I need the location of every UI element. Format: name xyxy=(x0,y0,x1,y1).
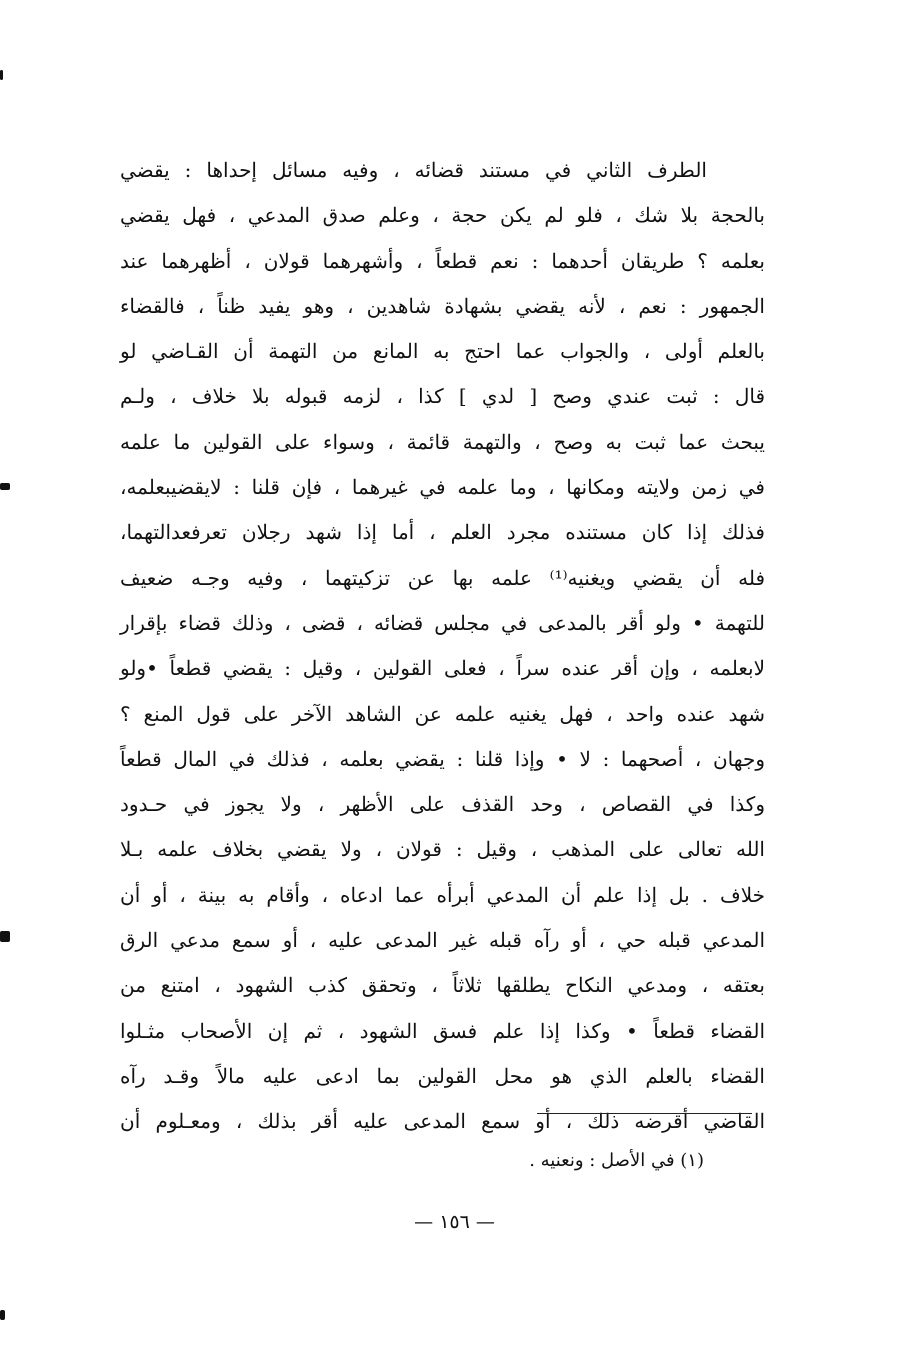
body-line: بعتقه ، ومدعي النكاح يطلقها ثلاثاً ، وتحقق كذب الشهود ، امتنع من xyxy=(120,973,765,998)
page-number: — ١٥٦ — xyxy=(414,1211,495,1233)
body-line: في زمن ولايته ومكانها ، وما علمه في غيرهما ، فإن قلنا : لايقضيبعلمه، xyxy=(120,475,765,500)
body-line: يبحث عما ثبت به وصح ، والتهمة قائمة ، وسواء على القولين ما علمه xyxy=(120,429,765,454)
footnote-divider xyxy=(537,1113,752,1114)
body-line: للتهمة • ولو أقر بالمدعى في مجلس قضائه ، قضى ، وذلك قضاء بإقرار xyxy=(120,610,765,635)
body-line: المدعي قبله حي ، أو رآه قبله غير المدعى عليه ، أو سمع مدعي الرق xyxy=(120,928,765,953)
body-line: قال : ثبت عندي وصح [ لدي ] كذا ، لزمه قبوله بلا خلاف ، ولـم xyxy=(120,384,765,409)
body-line: الجمهور : نعم ، لأنه يقضي بشهادة شاهدين ، وهو يفيد ظناً ، فالقضاء xyxy=(120,293,765,318)
scan-edge-mark xyxy=(0,931,10,942)
body-line: بالعلم أولى ، والجواب عما احتج به المانع من التهمة أن القـاضي لو xyxy=(120,339,765,364)
body-line: فذلك إذا كان مستنده مجرد العلم ، أما إذا شهد رجلان تعرفعدالتهما، xyxy=(120,520,765,545)
body-line: القاضي أقرضه ذلك ، أو سمع المدعى عليه أقر بذلك ، ومعـلوم أن xyxy=(120,1109,765,1134)
body-line: وكذا في القصاص ، وحد القذف على الأظهر ، ولا يجوز في حـدود xyxy=(120,792,765,817)
body-line: القضاء بالعلم الذي هو محل القولين بما ادعى عليه مالاً وقـد رآه xyxy=(120,1063,765,1088)
body-line: وجهان ، أصحهما : لا • وإذا قلنا : يقضي بعلمه ، فذلك في المال قطعاً xyxy=(120,746,765,771)
body-line: فله أن يقضي ويغنيه⁽¹⁾ علمه بها عن تزكيتهما ، وفيه وجـه ضعيف xyxy=(120,565,766,590)
scan-edge-mark xyxy=(0,483,10,490)
body-line: بعلمه ؟ طريقان أحدهما : نعم قطعاً ، وأشهرهما قولان ، أظهرهما عند xyxy=(120,248,765,273)
body-line: الطرف الثاني في مستند قضائه ، وفيه مسائل إحداها : يقضي xyxy=(120,158,707,182)
body-line: شهد عنده واحد ، فهل يغنيه علمه عن الشاهد الآخر على قول المنع ؟ xyxy=(120,701,765,726)
body-line: بالحجة بلا شك ، فلو لم يكن حجة ، وعلم صدق المدعي ، فهل يقضي xyxy=(120,203,765,228)
body-text xyxy=(120,148,765,1145)
body-line: الله تعالى على المذهب ، وقيل : قولان ، ولا يقضي بخلاف علمه بـلا xyxy=(120,837,765,862)
footnote: (١) في الأصل : ونعنيه . xyxy=(529,1150,704,1171)
scan-edge-mark xyxy=(0,70,3,80)
scan-edge-mark xyxy=(0,1310,5,1320)
body-line: القضاء قطعاً • وكذا إذا علم فسق الشهود ، ثم إن الأصحاب مثـلوا xyxy=(120,1018,765,1043)
body-line: خلاف . بل إذا علم أن المدعي أبرأه عما ادعاه ، وأقام به بينة ، أو أن xyxy=(120,882,765,907)
body-line: لابعلمه ، وإن أقر عنده سراً ، فعلى القولين ، وقيل : يقضي قطعاً •ولو xyxy=(120,656,765,681)
